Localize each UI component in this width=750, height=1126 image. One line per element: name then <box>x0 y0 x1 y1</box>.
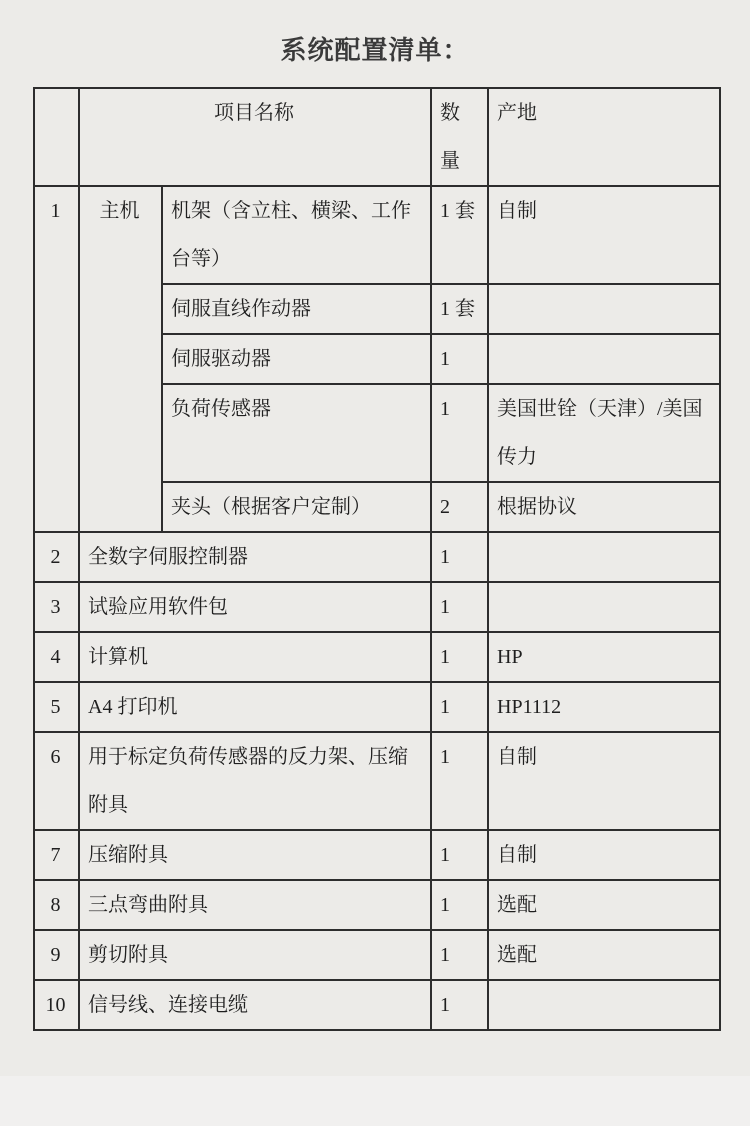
row-index-cell: 5 <box>34 682 79 732</box>
table-row <box>34 980 720 1030</box>
qty-cell: 1 <box>431 632 488 682</box>
qty-cell: 1 <box>431 930 488 980</box>
item-name-cell: 信号线、连接电缆 <box>79 980 431 1030</box>
item-name-cell: 压缩附具 <box>79 830 431 880</box>
item-name-cell: 全数字伺服控制器 <box>79 532 431 582</box>
origin-cell: 自制 <box>488 732 720 830</box>
row-index-cell: 3 <box>34 582 79 632</box>
table-row <box>34 880 720 930</box>
origin-cell <box>488 284 720 334</box>
origin-cell: HP <box>488 632 720 682</box>
origin-cell: 自制 <box>488 830 720 880</box>
origin-cell <box>488 582 720 632</box>
qty-cell: 1 <box>431 732 488 830</box>
header-qty-label: 数量 <box>440 102 460 172</box>
origin-cell: 根据协议 <box>488 482 720 532</box>
item-name-cell: 伺服驱动器 <box>162 334 431 384</box>
origin-cell: 美国世铨（天津）/美国传力 <box>488 384 720 482</box>
group-label-cell: 主机 <box>79 186 162 532</box>
row-index-cell: 2 <box>34 532 79 582</box>
item-name-cell: 负荷传感器 <box>162 384 431 482</box>
qty-cell: 1 <box>431 830 488 880</box>
origin-cell <box>488 980 720 1030</box>
qty-cell: 1 <box>431 384 488 482</box>
item-name-cell: 夹头（根据客户定制） <box>162 482 431 532</box>
bottom-strip <box>0 1076 750 1126</box>
row-index-cell: 1 <box>34 186 79 532</box>
table-header-row <box>34 88 720 186</box>
row-index-cell: 6 <box>34 732 79 830</box>
item-name-cell: 试验应用软件包 <box>79 582 431 632</box>
header-index-cell <box>34 88 79 186</box>
table-row <box>34 732 720 830</box>
system-config-table <box>33 87 721 1031</box>
item-name-cell: 剪切附具 <box>79 930 431 980</box>
item-name-cell: 计算机 <box>79 632 431 682</box>
table-row <box>34 632 720 682</box>
qty-cell: 1 套 <box>431 284 488 334</box>
table-row <box>34 930 720 980</box>
origin-cell <box>488 334 720 384</box>
qty-cell: 1 套 <box>431 186 488 284</box>
row-index-cell: 10 <box>34 980 79 1030</box>
item-name-cell: A4 打印机 <box>79 682 431 732</box>
table-row <box>34 830 720 880</box>
row-index-cell: 8 <box>34 880 79 930</box>
qty-cell: 1 <box>431 880 488 930</box>
qty-cell: 2 <box>431 482 488 532</box>
header-name-cell: 项目名称 <box>79 88 431 186</box>
item-name-cell: 用于标定负荷传感器的反力架、压缩附具 <box>79 732 431 830</box>
item-name-cell: 三点弯曲附具 <box>79 880 431 930</box>
origin-cell: 选配 <box>488 930 720 980</box>
qty-cell: 1 <box>431 980 488 1030</box>
qty-cell: 1 <box>431 532 488 582</box>
origin-cell: 选配 <box>488 880 720 930</box>
origin-cell <box>488 532 720 582</box>
row-index-cell: 7 <box>34 830 79 880</box>
qty-cell: 1 <box>431 334 488 384</box>
table-row <box>34 682 720 732</box>
header-origin-cell: 产地 <box>488 88 720 186</box>
qty-cell: 1 <box>431 582 488 632</box>
item-name-cell: 伺服直线作动器 <box>162 284 431 334</box>
item-name-cell: 机架（含立柱、横梁、工作台等） <box>162 186 431 284</box>
table-row <box>34 582 720 632</box>
table-row <box>34 532 720 582</box>
table-row <box>34 186 720 284</box>
row-index-cell: 4 <box>34 632 79 682</box>
row-index-cell: 9 <box>34 930 79 980</box>
origin-cell: 自制 <box>488 186 720 284</box>
page-title: 系统配置清单： <box>280 35 470 65</box>
origin-cell: HP1112 <box>488 682 720 732</box>
header-qty-cell <box>431 88 488 186</box>
qty-cell: 1 <box>431 682 488 732</box>
